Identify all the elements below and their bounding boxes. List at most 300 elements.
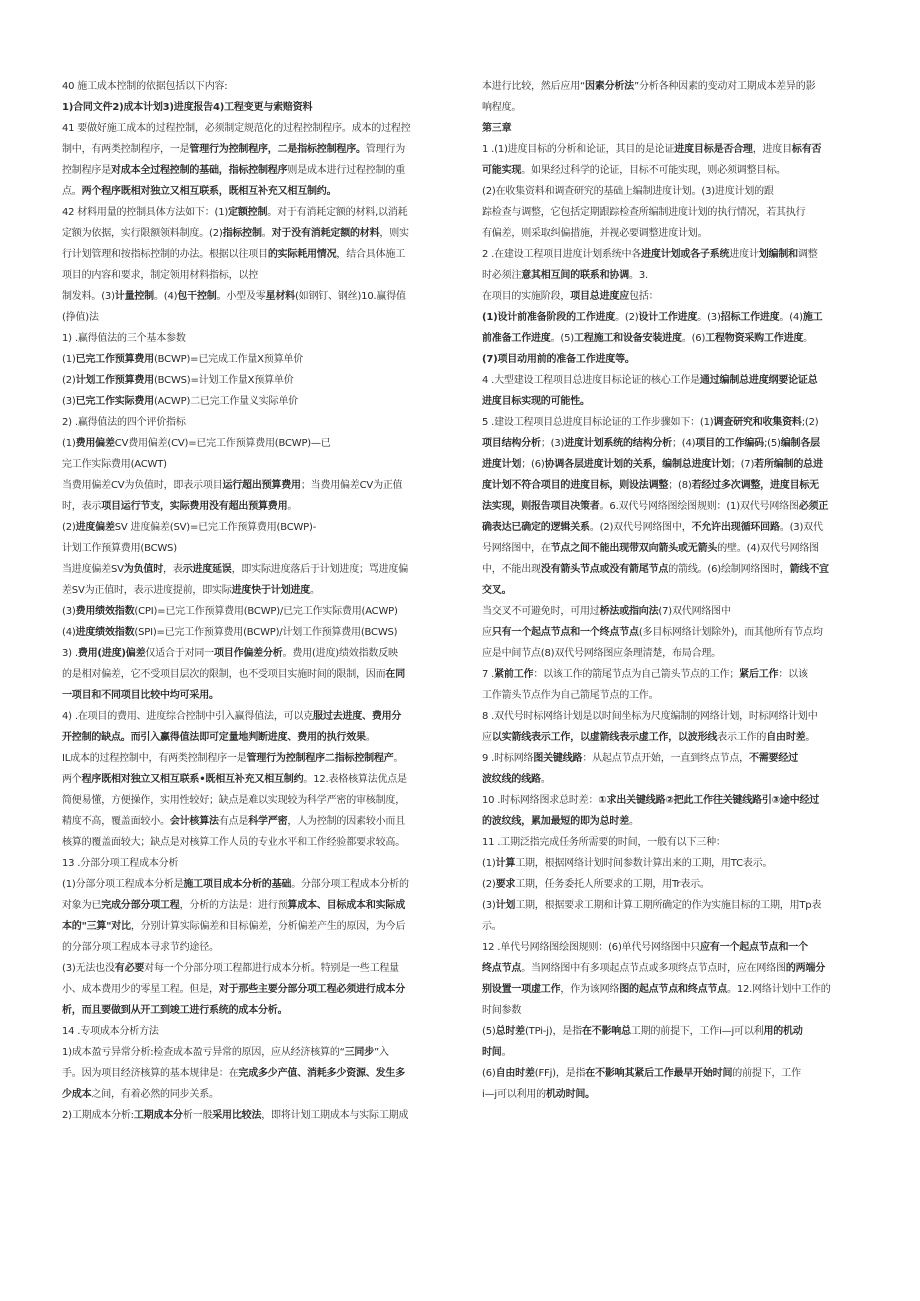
bold-text: 法实现，则报告项目决策者	[482, 501, 600, 512]
bold-text: 1)合同文件2)成本计划3)进度报告4)工程变更与索赔资料	[62, 102, 313, 113]
bold-text: 别设置一项虚工作	[482, 984, 561, 995]
bold-text: 算成本、目标成本和实际成	[287, 900, 406, 911]
text-line	[62, 685, 446, 706]
text-line	[482, 202, 866, 223]
text-run: 定额为依据，实行限额领料制度。(2)	[62, 228, 223, 239]
text-line	[482, 475, 866, 496]
bold-text: 进度计划或各子系统	[641, 249, 730, 260]
bold-text: 包干控制	[177, 291, 217, 302]
text-run: 进度计	[729, 249, 759, 260]
bold-text: 施工项目成本分析的基础	[183, 879, 292, 890]
bold-text: 进度计划	[482, 459, 522, 470]
text-line	[482, 76, 866, 97]
bold-text: 完成多少产值、消耗多少资源、发生多	[238, 1068, 406, 1079]
bold-text: 节点之间不能出现带双向箭头或无箭头	[550, 543, 718, 554]
bold-text: 进度快于计划进度	[231, 585, 310, 596]
left-column	[62, 76, 446, 1126]
bold-text: 费用(进度)偏差	[77, 648, 146, 659]
bold-text: 箭线不宜	[789, 564, 829, 575]
bold-text: 施工	[802, 312, 823, 323]
bold-text: 对于那些主要分部分项工程必须进行成本分	[218, 984, 406, 995]
bold-text: 图关键线路	[533, 753, 583, 764]
text-run: CV费用偏差(CV)=已完工作预算费用(BCWP)—已	[114, 438, 331, 449]
bold-text: 工期成本分	[133, 1110, 183, 1121]
text-run: (1)分部分项工程成本分析是	[62, 879, 184, 890]
text-line	[62, 706, 446, 727]
text-run: 12 .单代号网络图绘图规则：(6)单代号网络图中只	[482, 942, 701, 953]
bold-text: 项目作偏差分析	[213, 648, 283, 659]
text-line	[62, 1021, 446, 1042]
text-line	[62, 580, 446, 601]
text-run: (SPI)=已完工作预算费用(BCWP)/计划工作预算费用(BCWS)	[134, 627, 398, 638]
text-run: 工期的前提下，工作i—j可以利	[630, 1026, 764, 1037]
text-line	[482, 1063, 866, 1084]
bold-text: 星材料	[265, 291, 295, 302]
bold-text: 少成本	[62, 1089, 92, 1100]
text-run: (FFj)，是指	[534, 1068, 586, 1079]
bold-text: 设计工作进度	[638, 312, 698, 323]
bold-text: 开控制的缺点。而引入赢得值法即可定量地判断进度、费用的执行效果	[62, 732, 366, 743]
text-run: 对象为已	[62, 900, 102, 911]
bold-text: 时间	[482, 1047, 502, 1058]
text-run: 的箭线。(6)绘制网络图时，	[668, 564, 790, 575]
bold-text: 定额控制	[228, 207, 268, 218]
text-line	[62, 958, 446, 979]
text-line	[62, 1063, 446, 1084]
text-run: 。	[629, 816, 639, 827]
text-run: ，即将计划工期成本与实际工期成	[261, 1110, 409, 1121]
text-line	[62, 622, 446, 643]
text-run: 1 .(1)进度目标的分析和论证，其目的是论证	[482, 144, 675, 155]
bold-text: 的实际耗用情况	[267, 249, 337, 260]
bold-text: 因素分析法	[584, 81, 634, 92]
text-run: 的是相对偏差，它不受项目层次的限制，也不受项目实施时间的限制，因而	[62, 669, 386, 680]
text-run: 7 .	[482, 669, 495, 680]
bold-text: 进度目标是否合理	[674, 144, 753, 155]
text-run: ，作为该网络	[560, 984, 620, 995]
text-run: 41 要做好施工成本的过程控制，必须制定规范化的过程控制程序。成本的过程控	[62, 123, 411, 134]
text-line	[482, 412, 866, 433]
text-run: (CPI)=已完工作预算费用(BCWP)/已完工作实际费用(ACWP)	[134, 606, 398, 617]
bold-text: 计划工作预算费用	[75, 375, 154, 386]
text-run: 。(6)	[681, 333, 706, 344]
bold-text: 示进度延误	[182, 564, 232, 575]
text-run: 中，不能出现	[482, 564, 541, 575]
text-run: 在项目的实施阶段，	[482, 291, 571, 302]
text-line	[62, 1105, 446, 1126]
text-line	[482, 160, 866, 181]
text-run: 。如果经过科学的论证，目标不可能实现，则必须调整目标。	[521, 165, 786, 176]
bold-text: 工程物资采购工作进度	[705, 333, 804, 344]
bold-text: 为负值时	[123, 564, 163, 575]
text-run: (4)	[62, 627, 76, 638]
text-run: 40 施工成本控制的依据包括以下内容:	[62, 81, 228, 92]
text-line	[482, 958, 866, 979]
bold-text: 工程施工和设备安装进度	[573, 333, 682, 344]
text-run: 。(2)双代号网络图中，	[589, 522, 692, 533]
text-run: (1)	[62, 354, 76, 365]
text-run: ：以该	[778, 669, 808, 680]
text-line	[482, 685, 866, 706]
text-line	[62, 412, 446, 433]
text-line	[482, 454, 866, 475]
text-run: (3)	[62, 606, 76, 617]
bold-text: 三同步	[344, 1047, 375, 1058]
text-run: 有点是	[218, 816, 249, 827]
text-line	[62, 181, 446, 202]
bold-text: 划编制和	[758, 249, 798, 260]
text-run: 10 .时标网络图求总时差：	[482, 795, 599, 806]
text-line	[62, 559, 446, 580]
bold-text: 调查研究和收集资料	[713, 417, 802, 428]
text-line	[482, 916, 866, 937]
bold-text: 必须正	[798, 501, 829, 512]
text-run: 。	[501, 1047, 512, 1058]
bold-text: 意其相互间的联系和协调	[521, 270, 630, 281]
text-run: 。对于有消耗定额的材料,以消耗	[267, 207, 408, 218]
text-line	[482, 769, 866, 790]
text-run: 本进行比较，然后应用“	[482, 81, 585, 92]
bold-text: 费用绩效指数	[75, 606, 135, 617]
text-line	[482, 244, 866, 265]
bold-text: 有必要	[114, 963, 145, 974]
text-line	[482, 811, 866, 832]
bold-text: 会计核算法	[169, 816, 219, 827]
text-run: 应是中间节点(8)双代号网络图应条理清楚，布局合理。	[482, 648, 721, 659]
text-line	[62, 601, 446, 622]
text-run: 2)工期成本分析:	[62, 1110, 134, 1121]
text-line	[62, 517, 446, 538]
text-run: (BCWP)=已完成工作量X预算单价	[153, 354, 304, 365]
text-run: 9 .时标网络	[482, 753, 534, 764]
bold-text: 若经过多次调整，进度目标无	[691, 480, 819, 491]
text-run: (2)	[482, 879, 496, 890]
bold-text: 确表达已确定的逻辑关系	[482, 522, 590, 533]
bold-text: 管理行为控制程序，二是指标控制程序。	[189, 144, 366, 155]
text-line	[482, 370, 866, 391]
text-line	[62, 643, 446, 664]
text-run: 4 .大型建设工程项目总进度目标论证的核心工作是	[482, 375, 700, 386]
text-run: 。	[393, 753, 404, 764]
text-line	[482, 979, 866, 1000]
text-run: 调整	[797, 249, 818, 260]
bold-text: 可能实现	[482, 165, 522, 176]
text-run: 时间参数	[482, 1005, 522, 1016]
text-line	[482, 307, 866, 328]
bold-text: 管理行为控制程序二指标控制程产	[246, 753, 394, 764]
text-run: 包括：	[629, 291, 659, 302]
bold-text: 紧后工作	[739, 669, 779, 680]
text-run: 工作箭头节点作为自己箭尾节点的工作。	[482, 690, 659, 701]
text-run: 。(5)	[550, 333, 574, 344]
bold-text: 对成本全过程控制的基础，指标控制程序	[111, 165, 288, 176]
bold-text: 项目结构分析	[482, 438, 541, 449]
text-run: (2)在收集资料和调查研究的基础上编制进度计划。(3)进度计划的跟	[482, 186, 774, 197]
bold-text: 费用偏差	[75, 438, 115, 449]
text-run: 。(3)	[697, 312, 721, 323]
text-run: 项目的内容和要求，制定领用材料指标，以控	[62, 270, 258, 281]
text-line	[62, 664, 446, 685]
text-run: (7)双代网络图中	[658, 606, 731, 617]
bold-text: 前准备工作进度	[482, 333, 551, 344]
text-line	[482, 1000, 866, 1021]
text-run: 3) .	[62, 648, 78, 659]
text-run: 。当网络图中有多项起点节点或多项终点节点时，应在网络图	[521, 963, 786, 974]
text-line	[482, 349, 866, 370]
bold-text: 两个程序既相对独立又相互联系，既相互补充又相互制约。	[81, 186, 337, 197]
text-line	[62, 874, 446, 895]
text-line	[482, 832, 866, 853]
text-line	[62, 118, 446, 139]
text-line	[62, 895, 446, 916]
text-line	[482, 97, 866, 118]
text-line	[62, 748, 446, 769]
text-line	[482, 286, 866, 307]
text-line	[62, 307, 446, 328]
bold-text: 服过去进度、费用分	[313, 711, 402, 722]
bold-text: 在同	[385, 669, 406, 680]
bold-text: 已完工作预算费用	[75, 354, 154, 365]
text-run: 号网络图中，在	[482, 543, 551, 554]
text-run: 完工作实际费用(ACWT)	[62, 459, 167, 470]
text-run: 当交叉不可避免时，可用过	[482, 606, 600, 617]
text-line	[482, 517, 866, 538]
text-line	[62, 433, 446, 454]
text-run: ；(6)	[521, 459, 545, 470]
text-run: ，即实际进度落后于计划进度；骂进度偏	[231, 564, 409, 575]
text-run: 。	[310, 585, 320, 596]
text-line	[482, 391, 866, 412]
text-run: ；(3)	[540, 438, 565, 449]
text-run: 4) .在项目的费用、进度综合控制中引入赢得值法，可以克	[62, 711, 314, 722]
bold-text: 自由时差	[495, 1068, 535, 1079]
text-line	[482, 664, 866, 685]
text-line	[62, 1084, 446, 1105]
text-run: 。	[365, 732, 376, 743]
text-run: 控制程序是	[62, 165, 111, 176]
text-run: 点。	[62, 186, 82, 197]
text-line	[482, 433, 866, 454]
bold-text: (1)设计前准备阶段的工作进度	[482, 312, 616, 323]
text-run: 。	[805, 732, 816, 743]
text-run: ，人为控制的因素较小而且	[287, 816, 406, 827]
text-run: 差SV为正值时，表示进度提前，即实际	[62, 585, 232, 596]
text-run: 工期，任务委托人所要求的工期，用Tr表示。	[515, 879, 710, 890]
text-line	[62, 811, 446, 832]
bold-text: 计算	[495, 858, 516, 869]
text-run: 计划工作预算费用(BCWS)	[62, 543, 177, 554]
text-run: (3)	[482, 900, 496, 911]
bold-text: 自由时差	[766, 732, 806, 743]
text-line	[482, 622, 866, 643]
bold-text: 总时差	[495, 1026, 525, 1037]
text-run: 。(4)	[779, 312, 803, 323]
text-line	[62, 454, 446, 475]
text-line	[62, 349, 446, 370]
bold-text: 终点节点	[482, 963, 522, 974]
text-run: 1) .赢得值法的三个基本参数	[62, 333, 186, 344]
bold-text: 项目的工作编码	[695, 438, 764, 449]
bold-text: (7)项目动用前的准备工作进度等。	[482, 354, 635, 365]
bold-text: 完成分部分项工程	[101, 900, 180, 911]
text-run: ：以该工作的箭尾节点为自己箭头节点的工作；	[533, 669, 740, 680]
bold-text: 在不影响总	[581, 1026, 631, 1037]
text-run: 8 .双代号时标网络计划是以时间坐标为尺度编制的网络计划，时标网络计划中	[482, 711, 818, 722]
text-run: ”入	[374, 1047, 389, 1058]
text-run: 之间，有着必然的同步关系。	[91, 1089, 219, 1100]
text-run: 制中，有两类控制程序，一是	[62, 144, 190, 155]
bold-text: 三算	[86, 921, 107, 932]
bold-text: 项目运行节支，实际费用没有超出预算费用	[101, 501, 288, 512]
text-line	[62, 790, 446, 811]
text-run: 。	[540, 774, 551, 785]
text-line	[62, 97, 446, 118]
text-line	[62, 265, 446, 286]
text-line	[482, 1042, 866, 1063]
text-line	[482, 181, 866, 202]
text-run: 。	[287, 501, 298, 512]
text-run: IL成本的过程控制中，有两类控制程序一是	[62, 753, 247, 764]
text-run: (多目标网络计划除外)，而其他所有节点均	[638, 627, 823, 638]
text-line	[482, 265, 866, 286]
text-run: 14 .专项成本分析方法	[62, 1026, 159, 1037]
text-run: 。	[803, 333, 813, 344]
text-run: (3)	[62, 396, 76, 407]
text-run: 的前提下，工作	[732, 1068, 801, 1079]
text-run: 。(2)	[615, 312, 639, 323]
text-line	[482, 748, 866, 769]
bold-text: 本的"	[62, 921, 87, 932]
text-line	[62, 1000, 446, 1021]
text-run: 应	[482, 732, 492, 743]
bold-text: 用的机动	[763, 1026, 803, 1037]
bold-text: 析，而且要做到从开工到竣工进行系统的成本分析。	[62, 1005, 288, 1016]
text-line	[482, 895, 866, 916]
text-run: ;(5)	[763, 438, 781, 449]
bold-text: 波纹线的线路	[482, 774, 541, 785]
text-run: i—j可以利用的	[482, 1089, 546, 1100]
bold-text: 计量控制	[114, 291, 154, 302]
text-run: ；(7)	[730, 459, 755, 470]
text-line	[62, 979, 446, 1000]
bold-text: 要求	[495, 879, 516, 890]
bold-text: "对比	[106, 921, 131, 932]
text-run: 踪检查与调整，它包括定期跟踪检查所编制进度计划的执行情况，若其执行	[482, 207, 806, 218]
text-line	[482, 601, 866, 622]
text-run: 两个	[62, 774, 82, 785]
text-run: 时必须注	[482, 270, 522, 281]
text-line	[62, 202, 446, 223]
bold-text: 的波纹线，累加最短的即为总时差	[482, 816, 629, 827]
text-run: 小、成本费用少的零星工程。但是，	[62, 984, 219, 995]
text-run: 响程度。	[482, 102, 522, 113]
text-line	[62, 853, 446, 874]
bold-text: 进度偏差	[75, 522, 115, 533]
text-line	[62, 538, 446, 559]
bold-text: 没有箭头节点或没有箭尾节点	[540, 564, 669, 575]
bold-text: 不需要经过	[748, 753, 798, 764]
text-run: ，分别计算实际偏差和目标偏差，分析偏差产生的原因，为今后	[130, 921, 406, 932]
text-line	[62, 76, 446, 97]
text-line	[482, 139, 866, 160]
bold-text: ①求出关键线路②把此工作往关键线路引③途中经过	[598, 795, 820, 806]
text-line	[62, 727, 446, 748]
bold-text: 第三章	[482, 123, 512, 134]
bold-text: 交叉。	[482, 585, 512, 596]
text-run: 2) .赢得值法的四个评价指标	[62, 417, 186, 428]
text-run: 示。	[482, 921, 502, 932]
text-line	[482, 1084, 866, 1105]
text-line	[62, 1042, 446, 1063]
text-run: 应	[482, 627, 492, 638]
text-run: 对每一个分部分项工程都进行成本分析。特别是一些工程量	[144, 963, 399, 974]
bold-text: 以实箭线表示工作，以虚箭线表示虚工作，以波形线	[491, 732, 718, 743]
text-run: 1)成本盈亏异常分析:检查成本盈亏异常的原因，应从经济核算的“	[62, 1047, 345, 1058]
text-run: 核算的覆盖面较大；缺点是对核算工作人员的专业水平和工作经验都要求较高。	[62, 837, 405, 848]
text-run: 当进度偏差SV	[62, 564, 124, 575]
text-line	[482, 328, 866, 349]
text-run: 表示工作的	[717, 732, 767, 743]
bold-text: 度计划不符合项目的进度目标，则设法调整	[482, 480, 669, 491]
text-run: ；当费用偏差CV为正值	[300, 480, 403, 491]
text-run: 。6.双代号网络图绘图规则：(1)双代号网络图	[599, 501, 799, 512]
text-line	[62, 832, 446, 853]
text-line	[62, 328, 446, 349]
bold-text: 标有否	[791, 144, 822, 155]
text-run: (2)	[62, 375, 76, 386]
text-line	[62, 160, 446, 181]
text-line	[62, 223, 446, 244]
text-run: 。	[261, 228, 272, 239]
bold-text: 招标工作进度	[720, 312, 780, 323]
bold-text: 若所编制的总进	[754, 459, 823, 470]
text-run: (挣值)法	[62, 312, 99, 323]
text-line	[482, 538, 866, 559]
bold-text: 在不影响其紧后工作最早开始时间	[585, 1068, 733, 1079]
bold-text: 科学严密	[248, 816, 288, 827]
text-run: 的分部分项工程成本寻求节约途径。	[62, 942, 219, 953]
text-run: (1)	[62, 438, 76, 449]
text-line	[62, 769, 446, 790]
text-run: (BCWS)=计划工作量X预算单价	[153, 375, 294, 386]
bold-text: 桥法或指向法	[599, 606, 659, 617]
text-line	[482, 643, 866, 664]
text-run: (3)无法也没	[62, 963, 115, 974]
text-run: (TPi-j)，是指	[524, 1026, 582, 1037]
text-run: ，表	[163, 564, 183, 575]
bold-text: 应有一个起点节点和一个	[700, 942, 808, 953]
text-run: 时，表示	[62, 501, 102, 512]
text-run: 工期，根据网络计划时间参数计算出来的工期，用TC表示。	[515, 858, 773, 869]
text-run: ，分析的方法是：进行预	[179, 900, 288, 911]
bold-text: 进度绩效指数	[75, 627, 135, 638]
text-line	[482, 874, 866, 895]
text-line	[62, 244, 446, 265]
text-line	[62, 937, 446, 958]
text-run: 11 .工期泛指完成任务所需要的时间，一般有以下三种：	[482, 837, 726, 848]
text-run: (6)	[482, 1068, 496, 1079]
text-line	[62, 370, 446, 391]
text-run: 。(3)双代	[779, 522, 823, 533]
text-line	[482, 559, 866, 580]
text-run: ，则实	[379, 228, 409, 239]
text-run: 工期，根据要求工期和计算工期所确定的作为实施目标的工期，用Tp表	[515, 900, 822, 911]
text-run: 简便易懂，方便操作，实用性较好；缺点是难以实现较为科学严密的审核制度，	[62, 795, 405, 806]
text-run: 管理行为	[365, 144, 406, 155]
text-run: (如钢钉、钢丝)10.赢得值	[294, 291, 406, 302]
bold-text: 指标控制	[222, 228, 262, 239]
text-run: 的壁。(4)双代号网络图	[717, 543, 819, 554]
